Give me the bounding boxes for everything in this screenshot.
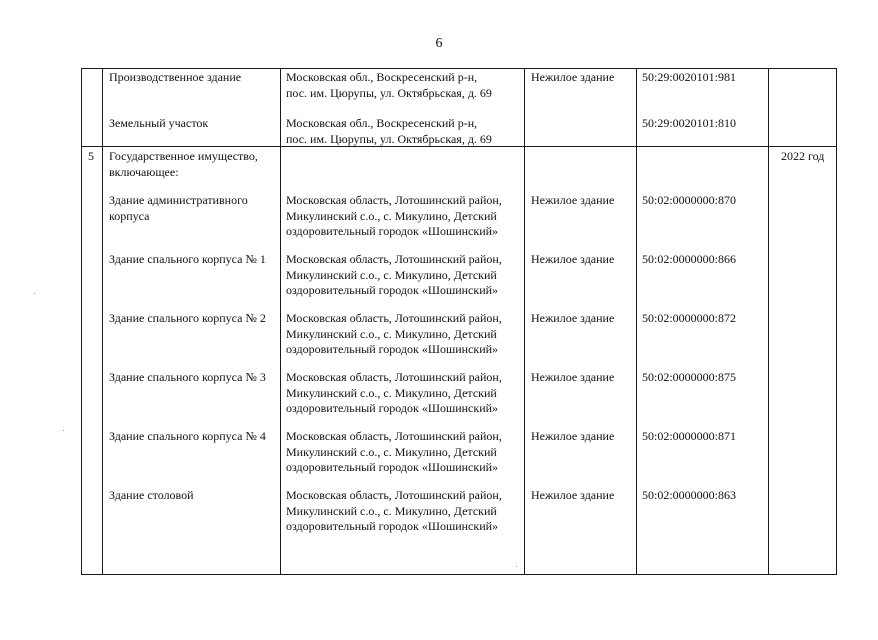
- column-divider: [280, 68, 281, 575]
- column-divider: [636, 68, 637, 575]
- scan-speck: [63, 430, 64, 431]
- table-cell-name: Здание столовой: [109, 488, 194, 502]
- scan-speck: [34, 293, 35, 294]
- column-divider: [768, 68, 769, 575]
- section-title: Государственное имущество, включающее:: [109, 149, 258, 179]
- table-cell-address: Московская область, Лотошинский район, Микулинский с.о., с. Микулино, Детский оздоровительный городок «Шошинский»: [286, 193, 502, 238]
- scan-speck: [516, 566, 517, 567]
- table-cell-name: Здание административного корпуса: [109, 193, 248, 223]
- table-cell-name: Земельный участок: [109, 116, 209, 130]
- table-cell-address: Московская обл., Воскресенский р-н, пос. им. Цюрупы, ул. Октябрьская, д. 69: [286, 70, 492, 100]
- table-cell-name: Производственное здание: [109, 70, 242, 84]
- table-cell-cadastral: 50:02:0000000:863: [642, 488, 737, 502]
- table-cell-type: Нежилое здание: [531, 370, 615, 384]
- table-cell-name: Здание спального корпуса № 4: [109, 429, 266, 443]
- table-cell-type: Нежилое здание: [531, 488, 615, 502]
- table-cell-type: Нежилое здание: [531, 429, 615, 443]
- page-number: 6: [435, 36, 443, 51]
- table-cell-name: Здание спального корпуса № 2: [109, 311, 266, 325]
- table-cell-address: Московская область, Лотошинский район, Микулинский с.о., с. Микулино, Детский оздоровительный городок «Шошинский»: [286, 429, 502, 474]
- table-cell-type: Нежилое здание: [531, 311, 615, 325]
- table-cell-name: Здание спального корпуса № 1: [109, 252, 266, 266]
- column-divider: [102, 68, 103, 575]
- table-cell-name: Здание спального корпуса № 3: [109, 370, 266, 384]
- table-cell-cadastral: 50:02:0000000:870: [642, 193, 737, 207]
- table-cell-type: Нежилое здание: [531, 252, 615, 266]
- table-cell-address: Московская область, Лотошинский район, Микулинский с.о., с. Микулино, Детский оздоровительный городок «Шошинский»: [286, 311, 502, 356]
- table-cell-address: Московская область, Лотошинский район, Микулинский с.о., с. Микулино, Детский оздоровительный городок «Шошинский»: [286, 488, 502, 533]
- section-year: 2022 год: [781, 149, 825, 163]
- table-cell-cadastral: 50:29:0020101:810: [642, 116, 737, 130]
- table-cell-type: Нежилое здание: [531, 70, 615, 84]
- table-cell-address: Московская обл., Воскресенский р-н, пос. им. Цюрупы, ул. Октябрьская, д. 69: [286, 116, 492, 146]
- table-cell-cadastral: 50:02:0000000:871: [642, 429, 737, 443]
- table-cell-cadastral: 50:02:0000000:872: [642, 311, 737, 325]
- table-cell-cadastral: 50:02:0000000:866: [642, 252, 737, 266]
- table-cell-type: Нежилое здание: [531, 193, 615, 207]
- table-cell-cadastral: 50:29:0020101:981: [642, 70, 737, 84]
- column-divider: [524, 68, 525, 575]
- table-cell-address: Московская область, Лотошинский район, Микулинский с.о., с. Микулино, Детский оздоровительный городок «Шошинский»: [286, 252, 502, 297]
- section-number: 5: [88, 149, 94, 163]
- table-cell-cadastral: 50:02:0000000:875: [642, 370, 737, 384]
- table-cell-address: Московская область, Лотошинский район, Микулинский с.о., с. Микулино, Детский оздоровительный городок «Шошинский»: [286, 370, 502, 415]
